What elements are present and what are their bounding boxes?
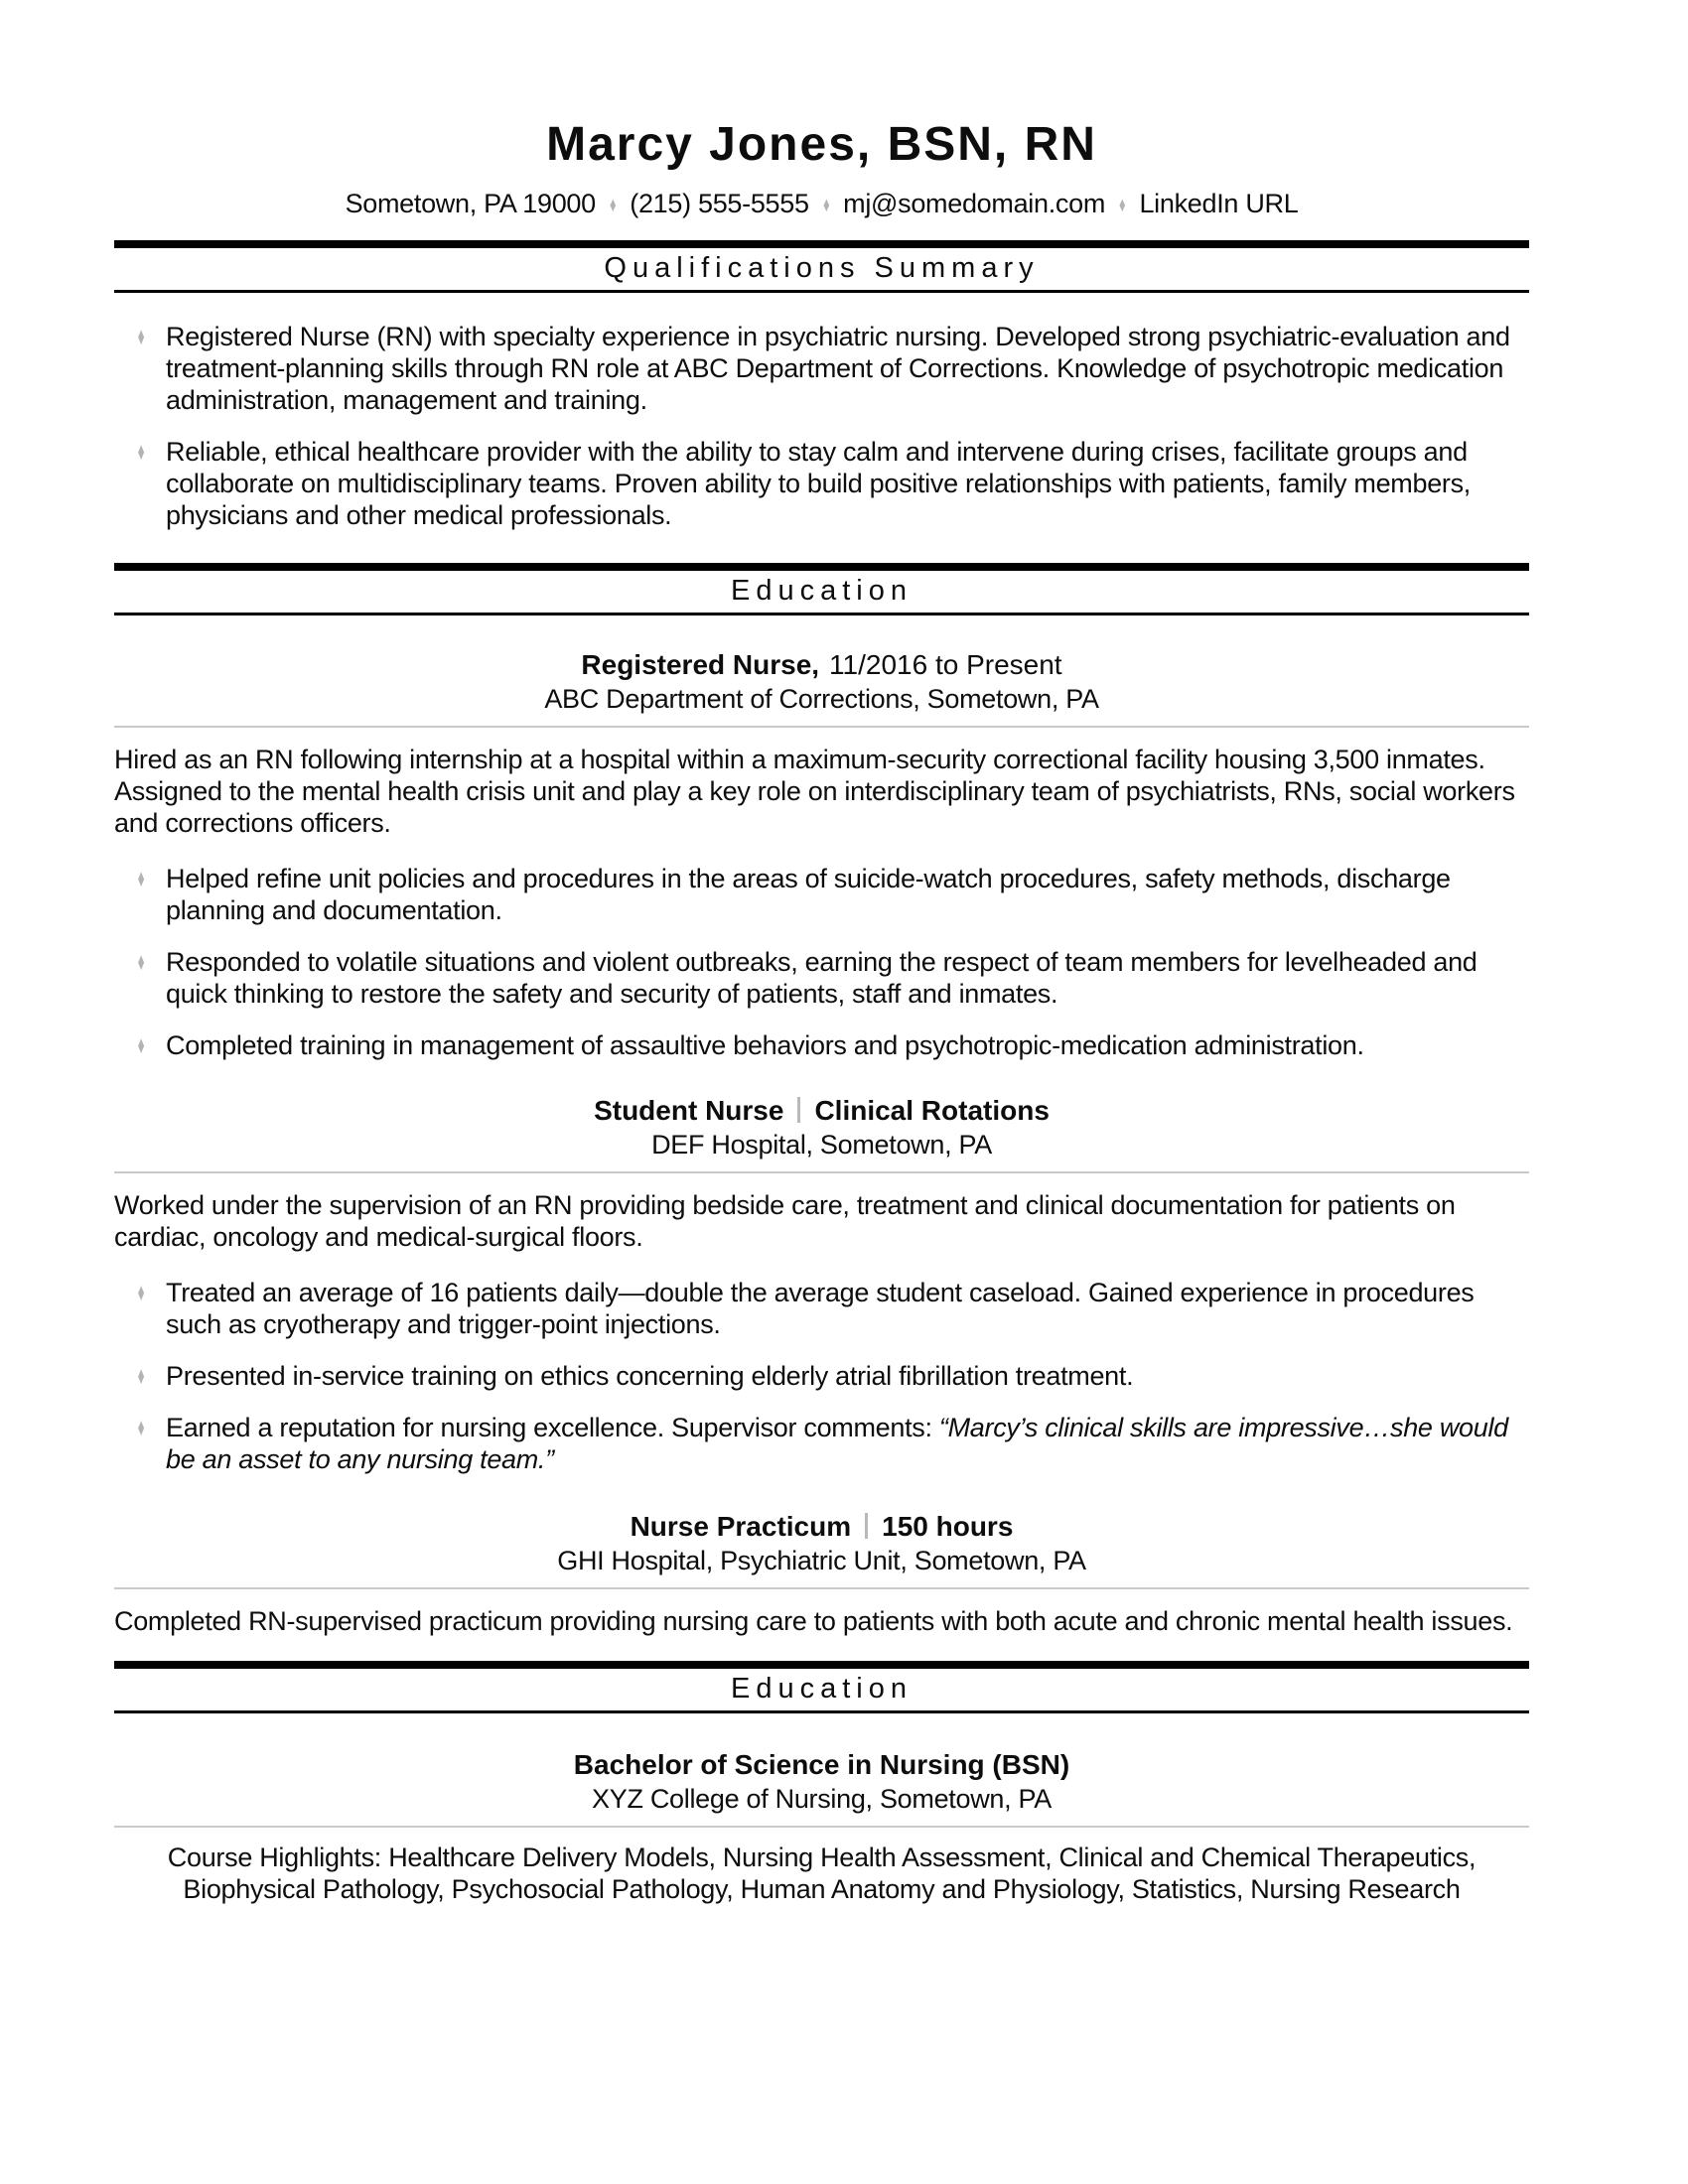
diamond-bullet-icon: ♦	[137, 1414, 145, 1441]
entry-bullet-list	[114, 863, 1529, 1061]
list-item	[114, 1412, 1529, 1475]
list-item	[114, 1277, 1529, 1340]
entry-divider-gray	[114, 1826, 1529, 1828]
bullet-text: Registered Nurse (RN) with specialty experience in psychiatric nursing. Developed strong psychiatric-evaluation and treatment-planning skills through RN role at ABC Department of Corrections. Knowledge of psychotropic medication administration, management and training.	[166, 322, 1510, 415]
experience-entry	[114, 1095, 1529, 1475]
section-divider-thick	[114, 563, 1529, 571]
diamond-bullet-icon: ♦	[137, 1279, 145, 1306]
list-item	[114, 863, 1529, 926]
entry-title-detail: Clinical Rotations	[814, 1095, 1050, 1126]
contact-line	[114, 189, 1529, 220]
contact-linkedin: LinkedIn URL	[1139, 189, 1299, 218]
bullet-text: Helped refine unit policies and procedures in the areas of suicide-watch procedures, safety methods, discharge planning and documentation.	[166, 864, 1451, 925]
list-item	[114, 1360, 1529, 1392]
contact-location: Sometown, PA 19000	[345, 189, 596, 218]
course-highlights: Course Highlights: Healthcare Delivery Models, Nursing Health Assessment, Clinical and Chemical Therapeutics, Biophysical Pathology, Psychosocial Pathology, Human Anatomy and Physiology, Statistics, Nursing Research	[167, 1843, 1477, 1904]
degree-school: XYZ College of Nursing, Sometown, PA	[592, 1784, 1052, 1814]
entry-divider-gray	[114, 726, 1529, 728]
diamond-separator-icon: ♦	[822, 194, 830, 216]
entry-title	[114, 1511, 1529, 1543]
bullet-text: Presented in-service training on ethics concerning elderly atrial fibrillation treatment.	[166, 1361, 1134, 1391]
contact-phone: (215) 555-5555	[630, 189, 809, 218]
section-divider-thin	[114, 290, 1529, 293]
candidate-name: Marcy Jones, BSN, RN	[546, 118, 1097, 171]
diamond-bullet-icon: ♦	[137, 1031, 145, 1059]
section-divider-thin	[114, 613, 1529, 615]
entry-title-dates: 11/2016 to Present	[829, 649, 1062, 680]
bullet-text: Completed training in management of assaultive behaviors and psychotropic-medication administration.	[166, 1030, 1364, 1060]
entry-summary: Worked under the supervision of an RN providing bedside care, treatment and clinical documentation for patients on cardiac, oncology and medical-surgical floors.	[114, 1190, 1456, 1252]
bullet-text: Treated an average of 16 patients daily—double the average student caseload. Gained experience in procedures such as cryotherapy and trigger-point injections.	[166, 1278, 1475, 1339]
diamond-bullet-icon: ♦	[137, 323, 145, 350]
experience-entry	[114, 1511, 1529, 1637]
entry-title-role: Student Nurse	[594, 1095, 784, 1126]
bullet-text: Reliable, ethical healthcare provider with the ability to stay calm and intervene during crises, facilitate groups and collaborate on multidisciplinary teams. Proven ability to build positive relationships with patients, family members, physicians and other medical professionals.	[166, 437, 1472, 530]
section-heading-qualifications: Qualifications Summary	[604, 252, 1040, 284]
entry-bullet-list	[114, 1277, 1529, 1475]
diamond-bullet-icon: ♦	[137, 865, 145, 892]
bullet-text-plain: Earned a reputation for nursing excellence. Supervisor comments:	[166, 1413, 939, 1442]
entry-title-detail: 150 hours	[882, 1511, 1014, 1542]
bullet-text: Responded to volatile situations and violent outbreaks, earning the respect of team members for levelheaded and quick thinking to restore the safety and security of patients, staff and inmates.	[166, 947, 1477, 1009]
section-divider-thick	[114, 1661, 1529, 1669]
entry-subtitle: ABC Department of Corrections, Sometown, PA	[544, 684, 1099, 714]
entry-subtitle: GHI Hospital, Psychiatric Unit, Sometown, PA	[557, 1546, 1086, 1575]
diamond-separator-icon: ♦	[1118, 194, 1126, 216]
entry-subtitle: DEF Hospital, Sometown, PA	[651, 1130, 992, 1160]
entry-title	[114, 1095, 1529, 1127]
diamond-separator-icon: ♦	[609, 194, 617, 216]
section-divider-thick	[114, 240, 1529, 248]
entry-divider-gray	[114, 1171, 1529, 1173]
entry-title	[114, 649, 1529, 681]
title-separator-bar	[797, 1097, 800, 1123]
degree-title	[114, 1749, 1529, 1781]
list-item	[114, 946, 1529, 1010]
list-item	[114, 1029, 1529, 1061]
degree-entry	[114, 1749, 1529, 1905]
entry-summary: Completed RN-supervised practicum providing nursing care to patients with both acute and chronic mental health issues.	[114, 1606, 1513, 1636]
list-item	[114, 436, 1529, 531]
entry-divider-gray	[114, 1587, 1529, 1589]
entry-title-role: Registered Nurse,	[581, 649, 820, 680]
list-item	[114, 321, 1529, 416]
diamond-bullet-icon: ♦	[137, 438, 145, 466]
section-divider-thin	[114, 1710, 1529, 1713]
title-separator-bar	[865, 1513, 868, 1539]
entry-title-role: Nurse Practicum	[630, 1511, 852, 1542]
section-heading-education-experience: Education	[731, 575, 913, 607]
experience-entry	[114, 649, 1529, 1061]
entry-summary: Hired as an RN following internship at a hospital within a maximum-security correctional facility housing 3,500 inmates. Assigned to the mental health crisis unit and play a key role on interdisciplinary team of psychiatrists, RNs, social workers and corrections officers.	[114, 745, 1515, 838]
diamond-bullet-icon: ♦	[137, 948, 145, 976]
degree-name: Bachelor of Science in Nursing (BSN)	[573, 1749, 1070, 1780]
supervisor-quote: “Marcy’s clinical skills are impressive…she would be an asset to any nursing team.”	[166, 1413, 1508, 1474]
qualifications-bullet-list	[114, 321, 1529, 531]
contact-email: mj@somedomain.com	[843, 189, 1106, 218]
diamond-bullet-icon: ♦	[137, 1362, 145, 1390]
bullet-text	[166, 1412, 1529, 1475]
section-heading-education-degree: Education	[731, 1673, 913, 1705]
